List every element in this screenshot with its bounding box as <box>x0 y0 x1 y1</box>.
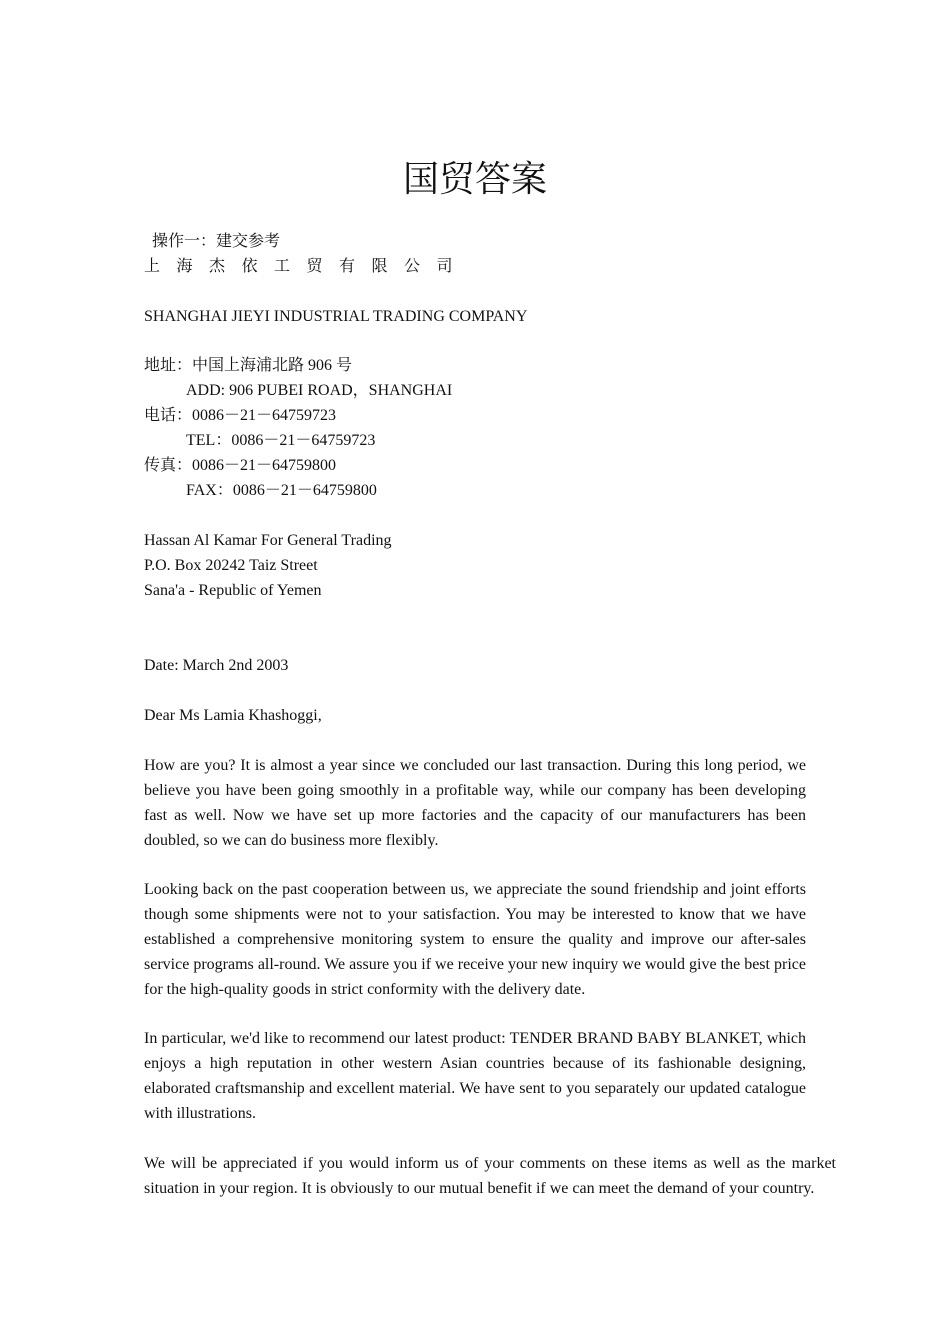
fax-cn: 传真：0086－21－64759800 <box>144 457 337 474</box>
fax-en: FAX：0086－21－64759800 <box>186 482 377 499</box>
page-title: 国贸答案 <box>402 159 547 201</box>
recipient-line-3: Sana'a - Republic of Yemen <box>144 582 322 599</box>
company-name-en: SHANGHAI JIEYI INDUSTRIAL TRADING COMPANY <box>144 308 528 325</box>
phone-cn: 电话：0086－21－64759723 <box>144 407 337 424</box>
body-paragraph-4: We will be appreciated if you would inform us of your comments on these items as well as the market situation in your region. It is obviously to our mutual benefit if we can meet the demand of your country. <box>144 1155 836 1197</box>
address-en: ADD: 906 PUBEI ROAD，SHANGHAI <box>186 382 453 399</box>
recipient-line-1: Hassan Al Kamar For General Trading <box>144 532 392 549</box>
body-paragraph-3: In particular, we'd like to recommend our latest product: TENDER BRAND BABY BLANKET, which enjoys a high reputation in other western Asian countries because of its fashionable designing, elaborated craftsmanship and excellent material. We have sent to you separately our updated catalogue with illustrations. <box>144 1030 806 1122</box>
body-paragraph-1: How are you? It is almost a year since we concluded our last transaction. During this long period, we believe you have been going smoothly in a profitable way, while our company has been developing fast as well. Now we have set up more factories and the capacity of our manufacturers has been doubled, so we can do business more flexibly. <box>144 757 806 849</box>
phone-en: TEL：0086－21－64759723 <box>186 432 376 449</box>
salutation: Dear Ms Lamia Khashoggi, <box>144 707 322 724</box>
recipient-line-2: P.O. Box 20242 Taiz Street <box>144 557 318 574</box>
address-cn: 地址：中国上海浦北路 906 号 <box>144 357 353 374</box>
body-paragraph-2: Looking back on the past cooperation between us, we appreciate the sound friendship and joint efforts though some shipments were not to your satisfaction. You may be interested to know that we have established a comprehensive monitoring system to ensure the quality and improve our after-sales service programs all-round. We assure you if we receive your new inquiry we would give the best price for the high-quality goods in strict conformity with the delivery date. <box>144 881 806 998</box>
section-heading: 操作一：建交参考 <box>152 233 281 250</box>
letter-date: Date: March 2nd 2003 <box>144 657 289 674</box>
company-name-cn: 上海杰依工贸有限公司 <box>144 258 470 275</box>
